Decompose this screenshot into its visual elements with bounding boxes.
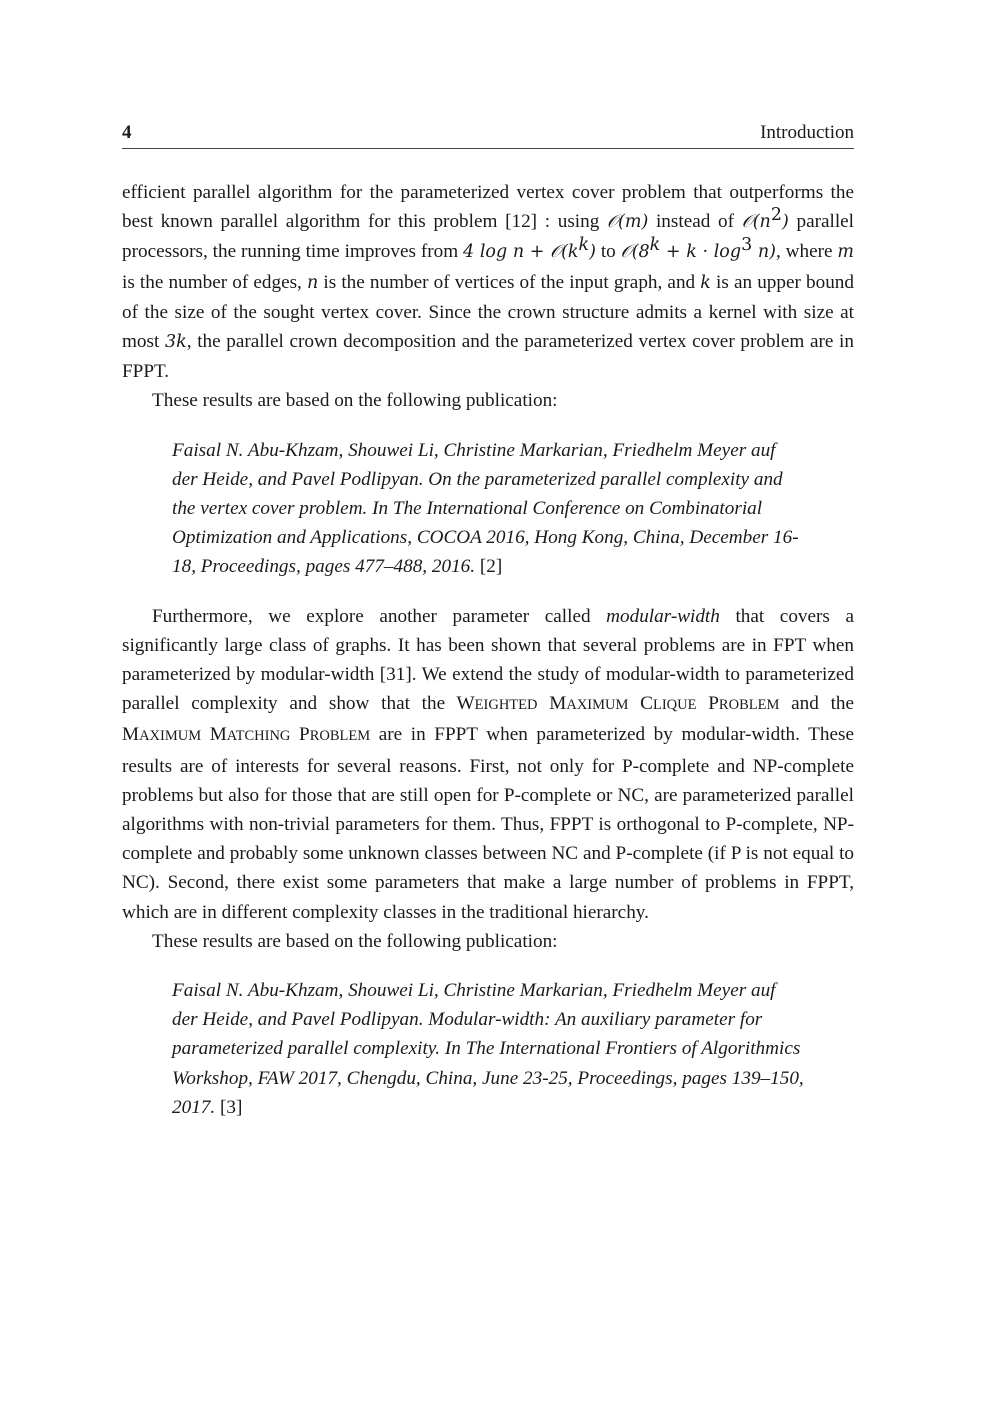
citation-cocoa-2016: Faisal N. Abu-Khzam, Shouwei Li, Christine Markarian, Friedhelm Meyer auf der Heide, and Pavel Podlipyan. On the parameterized parallel complexity and the vertex cover problem. In The International Conference on Combinatorial Optimization and Applications, COCOA 2016, Hong Kong, China, December 16-18, Proceedings, pages 477–488, 2016. [2]	[172, 439, 799, 578]
term-modular-width: modular-width	[606, 605, 720, 627]
based-on-publication-1: These results are based on the following publication:	[152, 390, 558, 412]
paragraph-vertex-cover: efficient parallel algorithm for the parameterized vertex cover problem that outperforms the best known parallel algorithm for this problem [12] : using 𝒪(m) instead of $𝒪(n^2)$ parallel processors, the running time improves from 4 $\log n + 𝒪(k^k)$ to $𝒪(8^k + k \cdot \log^3 n)$, where m is the number of edges, n is the number of vertices of the input graph, and k is an upper bound of the size of the sought vertex cover. Since the crown structure admits a kernel with size at most 3k, the parallel crown decomposition and the parameterized vertex cover problem are in FPPT.	[122, 182, 855, 383]
problem-name-weighted-maximum-clique: WEIGHTED MAXIMUM CLIQUE PROBLEM	[456, 693, 780, 715]
based-on-publication-2: These results are based on the following publication:	[152, 930, 558, 952]
citation-faw-2017: Faisal N. Abu-Khzam, Shouwei Li, Christine Markarian, Friedhelm Meyer auf der Heide, and Pavel Podlipyan. Modular-width: An auxiliary parameter for parameterized parallel complexity. In The International Frontiers of Algorithmics Workshop, FAW 2017, Chengdu, China, June 23-25, Proceedings, pages 139–150, 2017. [3]	[172, 980, 804, 1118]
page-number: 4	[122, 122, 132, 143]
paragraph-modular-width: Furthermore, we explore another parameter called modular-width that covers a significantly large class of graphs. It has been shown that several problems are in FPT when parameterized by modular-width [31]. We extend the study of modular-width to parameterized parallel complexity and show that the WEIGHTED MAXIMUM CLIQUE PROBLEM and the MAXIMUM MATCHING PROBLEM are in FPPT when parameterized by modular-width. These results are of interests for several reasons. First, not only for P-complete and NP-complete problems but also for those that are still open for P-complete or NC, are parameterized parallel algorithms with non-trivial parameters for them. Thus, FPPT is orthogonal to P-complete, NP-complete and probably some unknown classes between NC and P-complete (if P is not equal to NC). Second, there exist some parameters that make a large number of problems in FPPT, which are in different complexity classes in the traditional hierarchy.	[122, 605, 855, 923]
reference-marker: [3]	[219, 1096, 243, 1118]
page-header	[122, 120, 854, 149]
running-head: Introduction	[760, 122, 854, 143]
problem-name-maximum-matching: MAXIMUM MATCHING PROBLEM	[122, 724, 371, 746]
body-text	[122, 178, 854, 1142]
reference-marker: [2]	[479, 556, 503, 578]
